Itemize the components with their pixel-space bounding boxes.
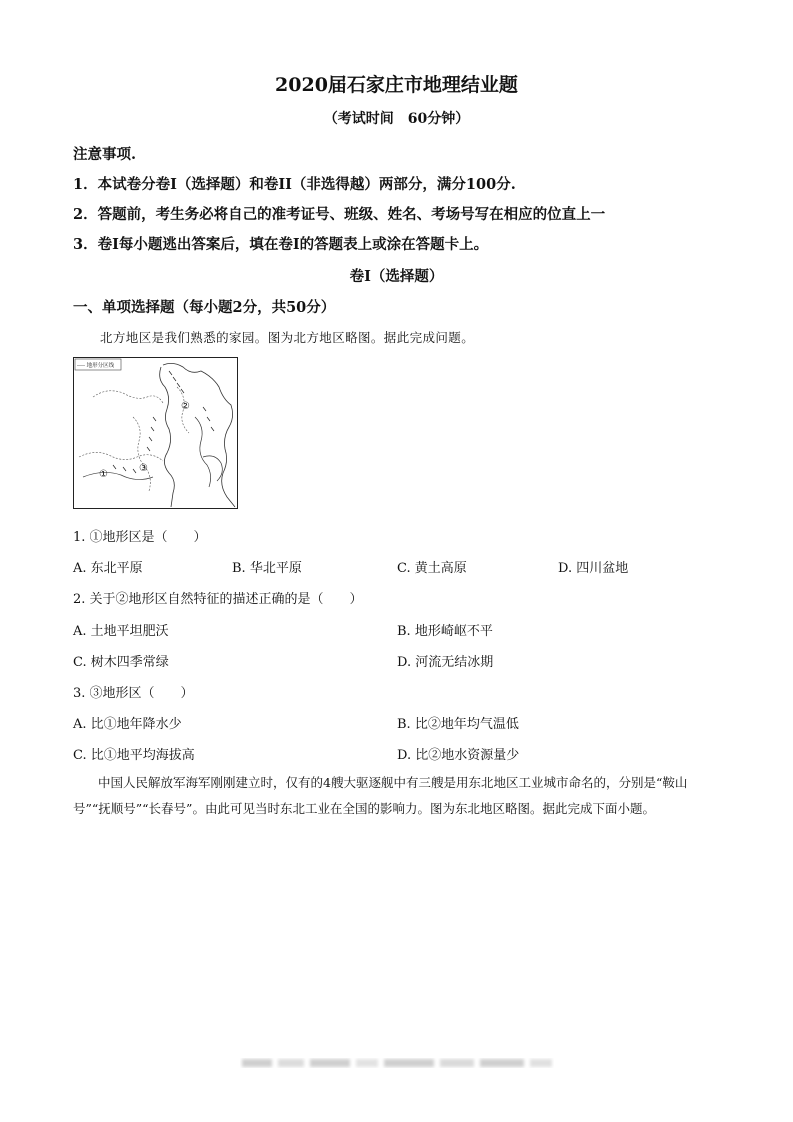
question-3-option-b: B. 比②地年均气温低 (397, 717, 519, 732)
map-marker-2: ② (181, 401, 190, 412)
question-1-option-a: A. 东北平原 (73, 561, 143, 576)
intro-paragraph-1: 北方地区是我们熟悉的家园。图为北方地区略图。据此完成问题。 (100, 330, 475, 345)
question-1-stem: 1. ①地形区是（ ） (73, 530, 207, 545)
page-title: 2020届石家庄市地理结业题 (275, 74, 518, 96)
part-title: 一、单项选择题（每小题2分，共50分） (73, 299, 336, 316)
question-3-option-c: C. 比①地平均海拔高 (73, 748, 195, 763)
volume-title: 卷Ⅰ（选择题） (349, 268, 444, 285)
question-2-option-c: C. 树木四季常绿 (73, 655, 169, 670)
question-2-stem: 2. 关于②地形区自然特征的描述正确的是（ ） (73, 592, 363, 607)
question-3-option-d: D. 比②地水资源量少 (397, 748, 520, 763)
exam-duration: （考试时间 60分钟） (323, 111, 470, 127)
question-2-option-b: B. 地形崎岖不平 (397, 624, 493, 639)
question-2-option-a: A. 土地平坦肥沃 (73, 624, 169, 639)
map-marker-1: ① (99, 469, 108, 480)
map-marker-3: ③ (139, 463, 148, 474)
question-1-option-c: C. 黄土高原 (397, 561, 467, 576)
question-3-option-a: A. 比①地年降水少 (73, 717, 182, 732)
blurred-footer (240, 1055, 554, 1069)
question-1-option-d: D. 四川盆地 (558, 561, 629, 576)
question-1-option-b: B. 华北平原 (232, 561, 302, 576)
notice-heading: 注意事项. (73, 146, 137, 163)
question-2-option-d: D. 河流无结冰期 (397, 655, 494, 670)
map-drawing (73, 357, 238, 509)
notice-item-3: 3．卷Ⅰ每小题逃出答案后，填在卷Ⅰ的答题表上或涂在答题卡上。 (73, 236, 489, 253)
notice-item-1: 1．本试卷分卷Ⅰ（选择题）和卷II（非选得越）两部分，满分100分. (73, 176, 516, 193)
map-legend-label: ---- 地形分区线 (77, 363, 115, 369)
question-3-stem: 3. ③地形区（ ） (73, 686, 194, 701)
northern-region-map (73, 357, 238, 509)
notice-item-2: 2．答题前，考生务必将自己的准考证号、班级、姓名、考场号写在相应的位直上一 (73, 206, 606, 223)
intro-paragraph-2: 中国人民解放军海军刚刚建立时，仅有的4艘大驱逐舰中有三艘是用东北地区工业城市命名的，分别是“鞍山号”“抚顺号”“长春号”。由此可见当时东北工业在全国的影响力。图为东北地区略图。据此完成下面小题。 (73, 775, 688, 816)
